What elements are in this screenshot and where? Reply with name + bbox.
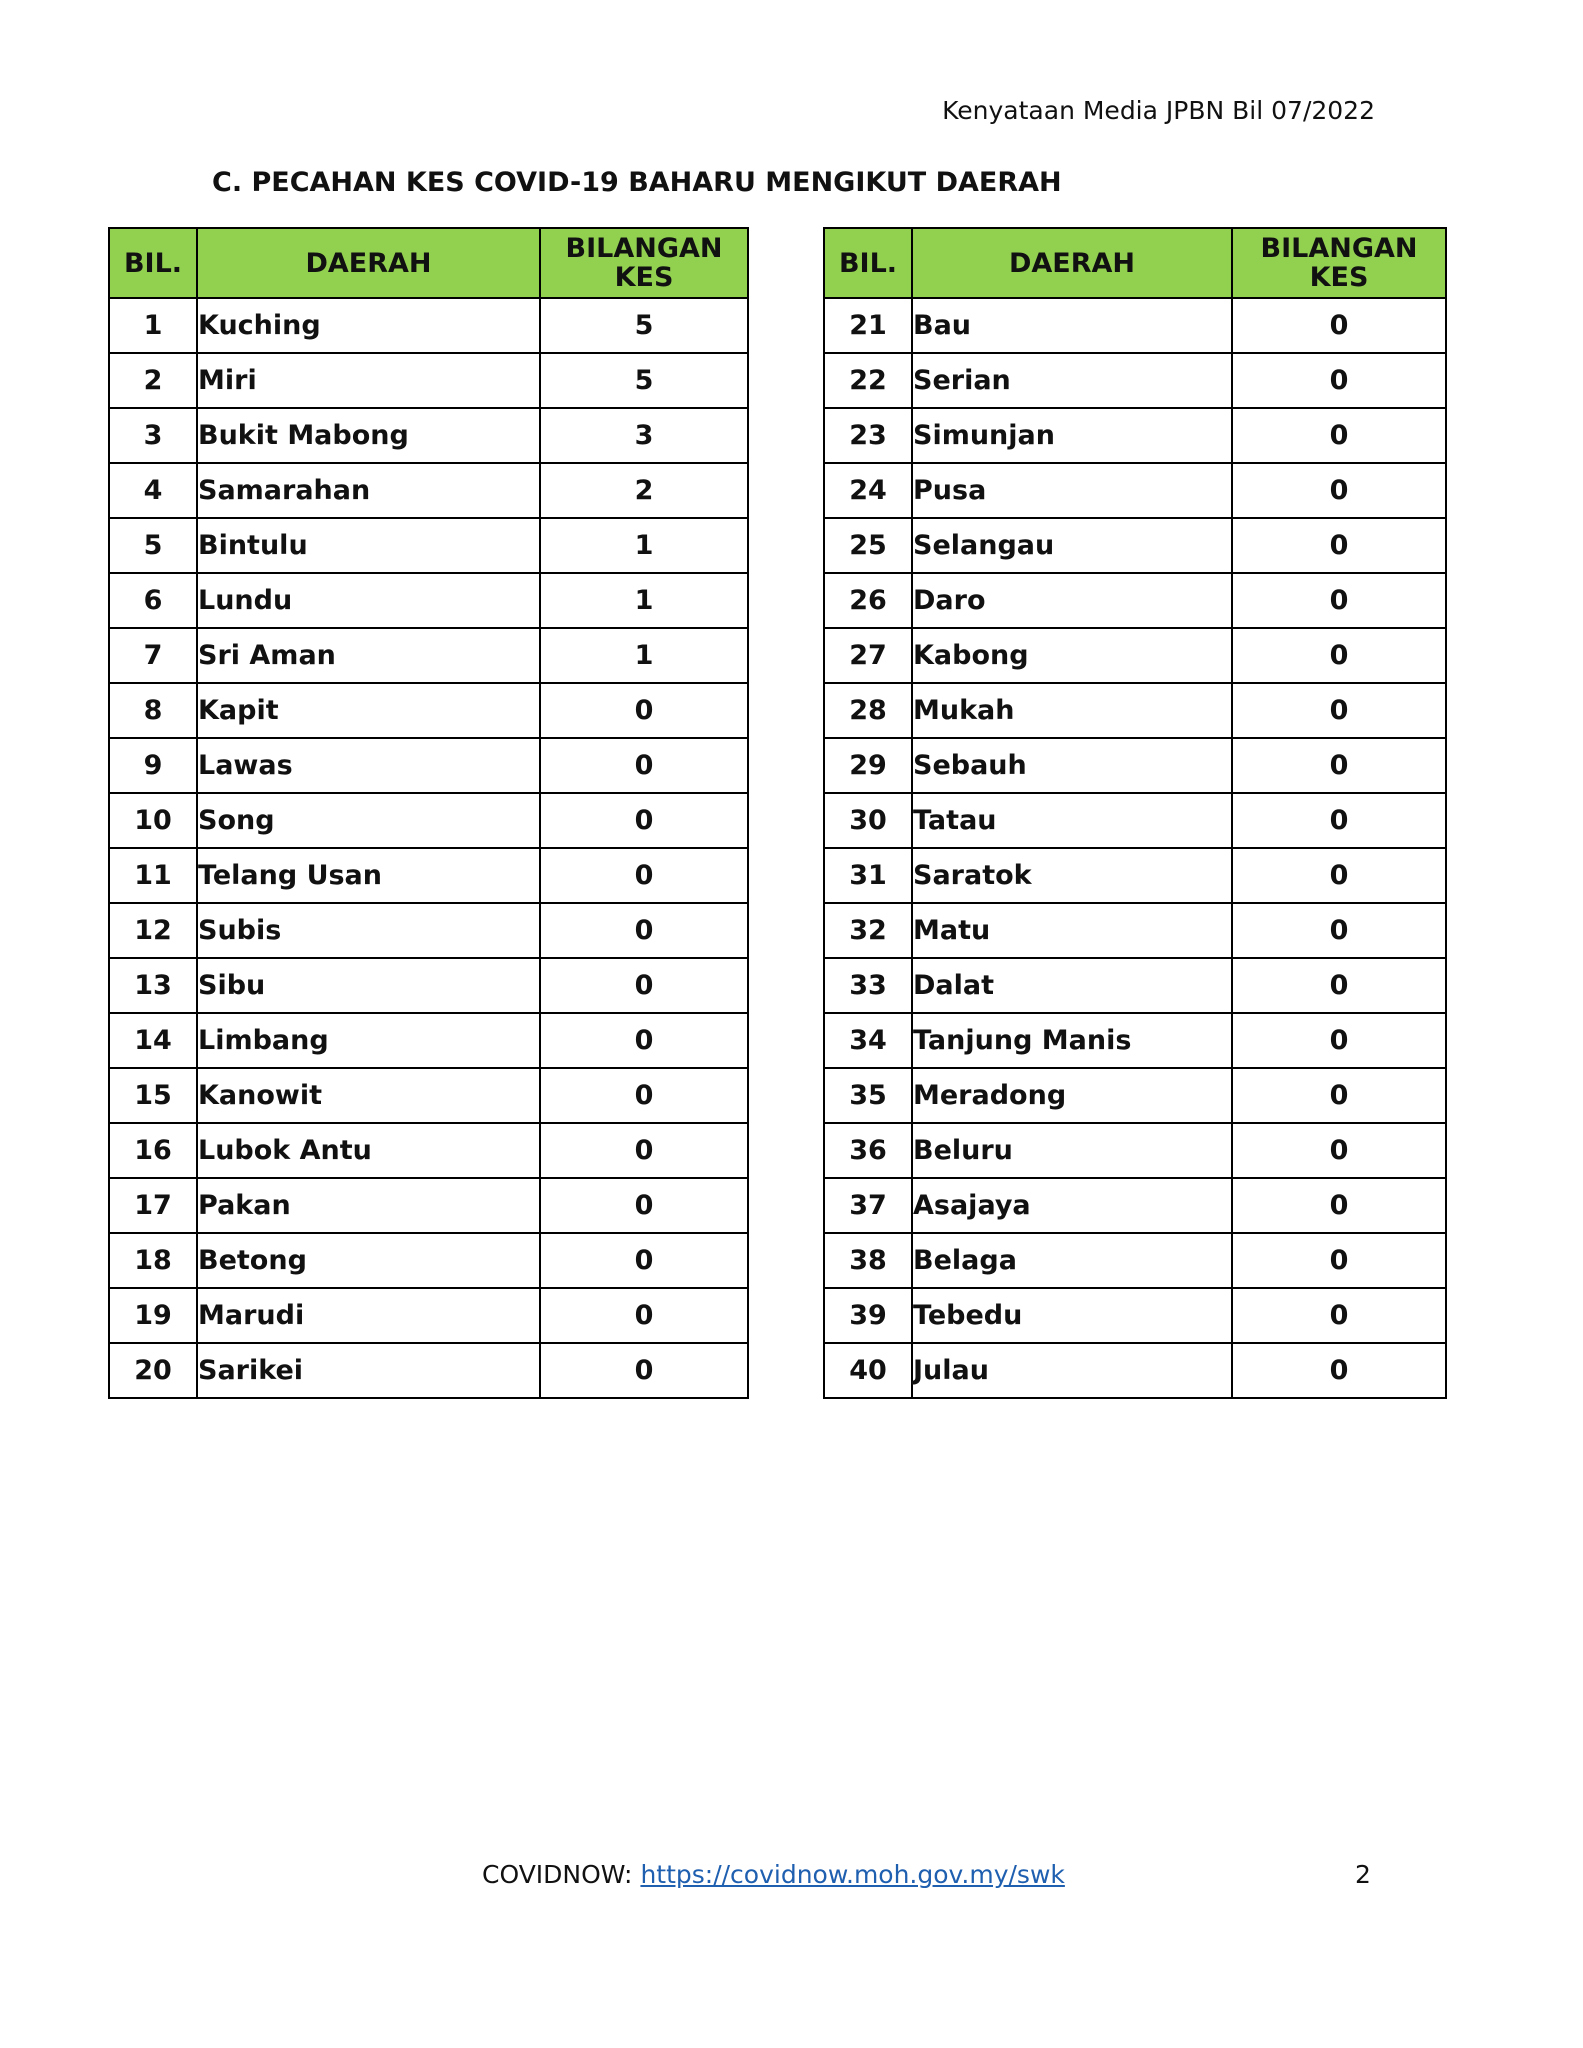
district-name: Kuching [197,298,540,353]
footer-source [482,1860,1065,1889]
row-number: 29 [824,738,912,793]
case-count: 0 [1232,353,1446,408]
row-number: 11 [109,848,197,903]
district-name: Saratok [912,848,1232,903]
column-header-daerah: DAERAH [197,228,540,298]
case-count: 0 [1232,1123,1446,1178]
case-count: 0 [540,1343,748,1398]
table-row [824,738,1446,793]
table-row [824,793,1446,848]
district-name: Meradong [912,1068,1232,1123]
row-number: 19 [109,1288,197,1343]
district-name: Limbang [197,1013,540,1068]
row-number: 27 [824,628,912,683]
column-header-bilangan-line1: BILANGAN [1260,233,1418,264]
case-count: 5 [540,353,748,408]
district-name: Marudi [197,1288,540,1343]
row-number: 9 [109,738,197,793]
table-header-row [109,228,748,298]
row-number: 8 [109,683,197,738]
district-name: Lawas [197,738,540,793]
row-number: 3 [109,408,197,463]
district-name: Dalat [912,958,1232,1013]
table-row [109,738,748,793]
column-header-bilangan-line2: KES [1309,262,1369,293]
table-row [824,848,1446,903]
row-number: 10 [109,793,197,848]
case-count: 0 [1232,903,1446,958]
table-header-row [824,228,1446,298]
table-row [109,518,748,573]
row-number: 26 [824,573,912,628]
case-count: 0 [1232,628,1446,683]
case-count: 2 [540,463,748,518]
case-count: 0 [1232,573,1446,628]
table-row [109,1068,748,1123]
district-name: Asajaya [912,1178,1232,1233]
row-number: 39 [824,1288,912,1343]
case-count: 0 [1232,1068,1446,1123]
case-count: 0 [1232,463,1446,518]
district-name: Sarikei [197,1343,540,1398]
row-number: 2 [109,353,197,408]
table-row [824,1178,1446,1233]
table-row [824,683,1446,738]
district-name: Matu [912,903,1232,958]
footer-prefix: COVIDNOW: [482,1860,641,1889]
table-row [824,518,1446,573]
table-row [109,1233,748,1288]
covidnow-link[interactable]: https://covidnow.moh.gov.my/swk [640,1860,1065,1889]
district-name: Samarahan [197,463,540,518]
case-count: 0 [540,903,748,958]
case-count: 0 [540,1013,748,1068]
table-row [109,1288,748,1343]
row-number: 15 [109,1068,197,1123]
row-number: 4 [109,463,197,518]
document-reference: Kenyataan Media JPBN Bil 07/2022 [942,96,1375,125]
district-name: Sibu [197,958,540,1013]
row-number: 37 [824,1178,912,1233]
page-number: 2 [1355,1860,1371,1889]
table-row [824,628,1446,683]
row-number: 22 [824,353,912,408]
case-count: 0 [540,1233,748,1288]
row-number: 21 [824,298,912,353]
column-header-daerah: DAERAH [912,228,1232,298]
table-row [109,958,748,1013]
row-number: 23 [824,408,912,463]
case-count: 0 [540,738,748,793]
row-number: 12 [109,903,197,958]
district-name: Serian [912,353,1232,408]
table-row [824,1233,1446,1288]
row-number: 7 [109,628,197,683]
table-row [824,1343,1446,1398]
table-row [824,1288,1446,1343]
row-number: 34 [824,1013,912,1068]
district-name: Telang Usan [197,848,540,903]
table-row [824,1123,1446,1178]
section-title: C. PECAHAN KES COVID-19 BAHARU MENGIKUT DAERAH [212,167,1062,198]
district-name: Belaga [912,1233,1232,1288]
district-name: Simunjan [912,408,1232,463]
row-number: 24 [824,463,912,518]
district-name: Tebedu [912,1288,1232,1343]
table-row [824,573,1446,628]
column-header-bil: BIL. [109,228,197,298]
table-row [109,1123,748,1178]
district-name: Daro [912,573,1232,628]
district-name: Bukit Mabong [197,408,540,463]
row-number: 14 [109,1013,197,1068]
case-count: 0 [1232,518,1446,573]
table-row [824,408,1446,463]
row-number: 32 [824,903,912,958]
table-row [824,298,1446,353]
district-name: Lubok Antu [197,1123,540,1178]
case-count: 0 [540,793,748,848]
table-row [109,793,748,848]
district-name: Miri [197,353,540,408]
row-number: 30 [824,793,912,848]
row-number: 35 [824,1068,912,1123]
row-number: 36 [824,1123,912,1178]
row-number: 17 [109,1178,197,1233]
table-row [109,1178,748,1233]
district-name: Kanowit [197,1068,540,1123]
table-row [109,683,748,738]
district-name: Tatau [912,793,1232,848]
table-row [824,1068,1446,1123]
district-name: Song [197,793,540,848]
district-name: Pusa [912,463,1232,518]
case-count: 1 [540,628,748,683]
table-row [109,848,748,903]
table-row [824,958,1446,1013]
case-count: 1 [540,518,748,573]
table-row [109,353,748,408]
district-name: Betong [197,1233,540,1288]
case-count: 0 [1232,1013,1446,1068]
case-count: 1 [540,573,748,628]
district-name: Pakan [197,1178,540,1233]
district-name: Subis [197,903,540,958]
column-header-bilangan-line2: KES [614,262,674,293]
row-number: 20 [109,1343,197,1398]
case-count: 0 [1232,683,1446,738]
column-header-bilangan-line1: BILANGAN [565,233,723,264]
table-row [109,573,748,628]
table-row [109,628,748,683]
case-count: 0 [540,1123,748,1178]
row-number: 1 [109,298,197,353]
case-count: 0 [540,683,748,738]
table-row [109,903,748,958]
row-number: 6 [109,573,197,628]
case-count: 5 [540,298,748,353]
row-number: 25 [824,518,912,573]
district-name: Selangau [912,518,1232,573]
case-count: 0 [1232,1343,1446,1398]
row-number: 31 [824,848,912,903]
case-count: 0 [1232,1233,1446,1288]
district-name: Bintulu [197,518,540,573]
case-count: 0 [1232,738,1446,793]
table-row [109,463,748,518]
row-number: 5 [109,518,197,573]
row-number: 40 [824,1343,912,1398]
column-header-bil: BIL. [824,228,912,298]
district-name: Lundu [197,573,540,628]
case-count: 0 [540,1178,748,1233]
district-table-right [823,227,1447,1399]
case-count: 0 [540,1288,748,1343]
case-count: 0 [1232,958,1446,1013]
row-number: 16 [109,1123,197,1178]
district-name: Beluru [912,1123,1232,1178]
district-name: Bau [912,298,1232,353]
district-name: Julau [912,1343,1232,1398]
table-row [824,463,1446,518]
district-name: Kabong [912,628,1232,683]
column-header-bilangan-kes [1232,228,1446,298]
district-name: Mukah [912,683,1232,738]
table-row [109,408,748,463]
case-count: 0 [540,958,748,1013]
district-name: Tanjung Manis [912,1013,1232,1068]
table-row [109,1343,748,1398]
row-number: 28 [824,683,912,738]
table-row [824,903,1446,958]
district-name: Sebauh [912,738,1232,793]
district-name: Sri Aman [197,628,540,683]
case-count: 0 [1232,793,1446,848]
district-name: Kapit [197,683,540,738]
row-number: 33 [824,958,912,1013]
table-row [824,353,1446,408]
row-number: 38 [824,1233,912,1288]
table-row [109,1013,748,1068]
row-number: 13 [109,958,197,1013]
case-count: 0 [540,848,748,903]
table-row [109,298,748,353]
case-count: 0 [1232,1288,1446,1343]
district-table-left [108,227,749,1399]
case-count: 0 [1232,408,1446,463]
column-header-bilangan-kes [540,228,748,298]
case-count: 3 [540,408,748,463]
table-row [824,1013,1446,1068]
case-count: 0 [540,1068,748,1123]
row-number: 18 [109,1233,197,1288]
case-count: 0 [1232,298,1446,353]
case-count: 0 [1232,1178,1446,1233]
case-count: 0 [1232,848,1446,903]
